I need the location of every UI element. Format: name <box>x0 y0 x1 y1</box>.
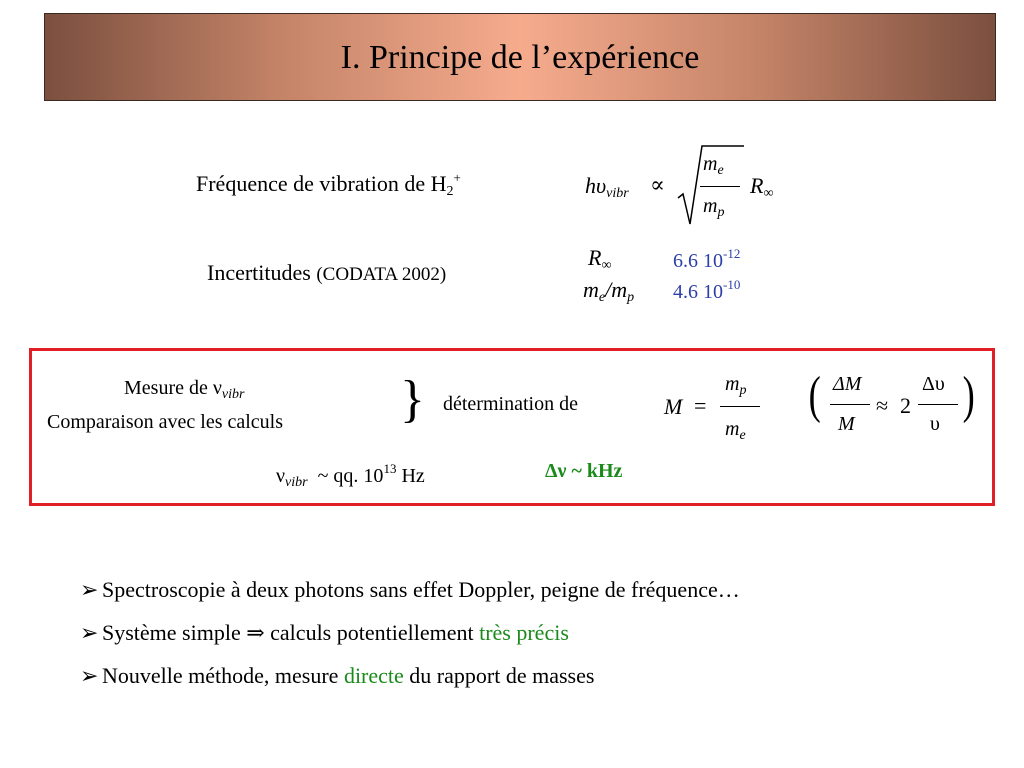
uncertainties-label: Incertitudes (CODATA 2002) <box>207 260 447 285</box>
bullet-3: ➢ Nouvelle méthode, mesure directe du rapport de masses <box>80 663 595 688</box>
frequency-label: Fréquence de vibration de $H_2^+$ <box>196 170 461 199</box>
nu-vibr-magnitude: $\nu_{vibr}$ ~ qq. $10^{13}$ Hz <box>276 461 425 490</box>
bullet-1: ➢ Spectroscopie à deux photons sans effet Doppler, peigne de fréquence… <box>80 577 740 602</box>
uncertainty-value-mass-ratio: 4.6 $10^{-10}$ <box>673 277 741 303</box>
curly-brace: } <box>400 371 425 428</box>
fraction-bar <box>830 404 870 405</box>
measure-line: Mesure de $\nu_{vibr}$ <box>124 377 245 402</box>
determination-label: détermination de <box>443 393 578 415</box>
slide-title: I. Principe de l’expérience <box>340 39 700 76</box>
uncertainty-symbol-rinf: $R_\infty$ <box>588 245 612 273</box>
arrow-bullet-icon: ➢ <box>80 577 99 602</box>
arrow-bullet-icon: ➢ <box>80 620 99 645</box>
comparison-line: Comparaison avec les calculs <box>47 411 284 433</box>
fraction-bar <box>720 406 760 407</box>
uncertainty-symbol-mass-ratio: $m_e/m_p$ <box>583 277 635 305</box>
arrow-bullet-icon: ➢ <box>80 663 99 688</box>
title-bar <box>44 13 996 101</box>
fraction-bar <box>918 404 958 405</box>
fraction-bar <box>700 186 740 187</box>
implies-icon: ⇒ <box>246 620 265 645</box>
uncertainty-value-rinf: 6.6 $10^{-12}$ <box>673 246 741 272</box>
delta-nu-khz: Δν ~ kHz <box>545 460 623 482</box>
bullet-2: ➢ Système simple ⇒ calculs potentiellement très précis <box>80 620 569 645</box>
